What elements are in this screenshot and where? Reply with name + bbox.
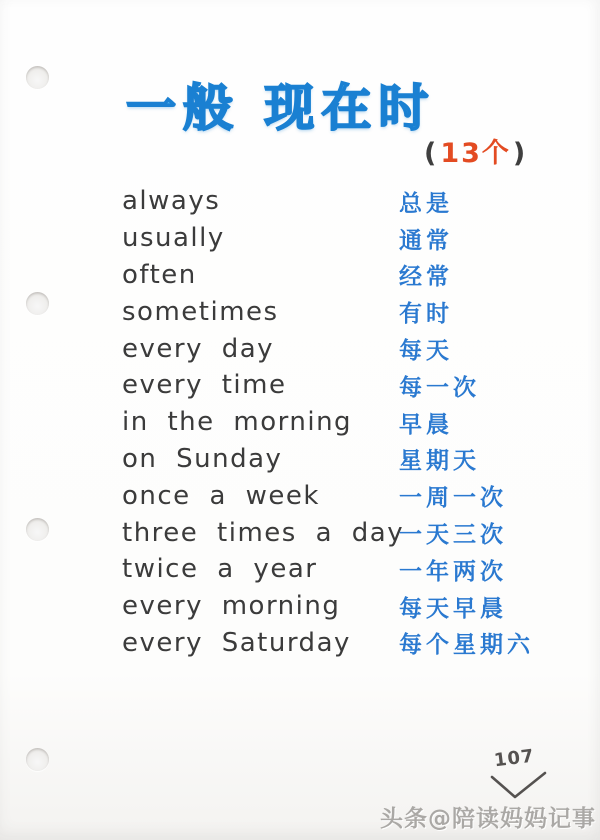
punch-hole-icon bbox=[26, 748, 49, 771]
english-term: every morning bbox=[122, 591, 341, 622]
page-title: 一般 现在时 bbox=[126, 79, 436, 137]
english-term: twice a year bbox=[122, 554, 318, 585]
english-term: every Saturday bbox=[122, 627, 351, 658]
item-count-label bbox=[424, 131, 527, 170]
english-term: on Sunday bbox=[122, 443, 283, 474]
english-term: every time bbox=[122, 370, 287, 401]
punch-hole-icon bbox=[26, 292, 49, 315]
chinese-translation: 通常 bbox=[399, 227, 453, 254]
vocab-row bbox=[122, 404, 592, 441]
vocab-row bbox=[122, 220, 592, 257]
count-number: 13个 bbox=[440, 138, 511, 169]
vocab-list bbox=[122, 183, 592, 661]
punch-hole-icon bbox=[26, 518, 49, 541]
english-term: sometimes bbox=[122, 296, 279, 327]
vocab-row bbox=[122, 330, 592, 367]
page-number-doodle bbox=[488, 746, 558, 802]
chinese-translation: 每个星期六 bbox=[399, 632, 534, 659]
chinese-translation: 每天早晨 bbox=[399, 595, 507, 622]
english-term: often bbox=[122, 259, 197, 290]
chinese-translation: 总是 bbox=[399, 190, 453, 217]
page-number: 107 bbox=[492, 745, 536, 772]
english-term: once a week bbox=[122, 480, 320, 511]
english-term: always bbox=[122, 186, 221, 217]
chinese-translation: 经常 bbox=[399, 264, 453, 291]
chinese-translation: 每一次 bbox=[399, 374, 480, 401]
vocab-row bbox=[122, 257, 592, 294]
vocab-row bbox=[122, 551, 592, 588]
english-term: every day bbox=[122, 333, 275, 364]
vocab-row bbox=[122, 625, 592, 662]
chinese-translation: 一天三次 bbox=[399, 522, 507, 549]
vocab-row bbox=[122, 514, 592, 551]
count-paren-open: ( bbox=[424, 138, 439, 169]
vocab-row bbox=[122, 477, 592, 514]
chinese-translation: 有时 bbox=[399, 301, 453, 328]
english-term: three times a day bbox=[122, 517, 405, 548]
chinese-translation: 每天 bbox=[399, 338, 453, 365]
vocab-row bbox=[122, 367, 592, 404]
chinese-translation: 星期天 bbox=[399, 448, 480, 475]
chinese-translation: 一周一次 bbox=[399, 485, 507, 512]
english-term: usually bbox=[122, 223, 225, 254]
count-paren-close: ) bbox=[512, 138, 528, 169]
vocab-row bbox=[122, 293, 592, 330]
watermark-text: 头条@陪读妈妈记事 bbox=[380, 806, 596, 832]
checkmark-swoosh-icon bbox=[488, 770, 550, 802]
punch-hole-icon bbox=[26, 66, 49, 89]
chinese-translation: 一年两次 bbox=[399, 558, 507, 585]
chinese-translation: 早晨 bbox=[399, 411, 453, 438]
vocab-row bbox=[122, 183, 592, 220]
vocab-row bbox=[122, 441, 592, 478]
vocab-row bbox=[122, 588, 592, 625]
english-term: in the morning bbox=[122, 407, 353, 438]
